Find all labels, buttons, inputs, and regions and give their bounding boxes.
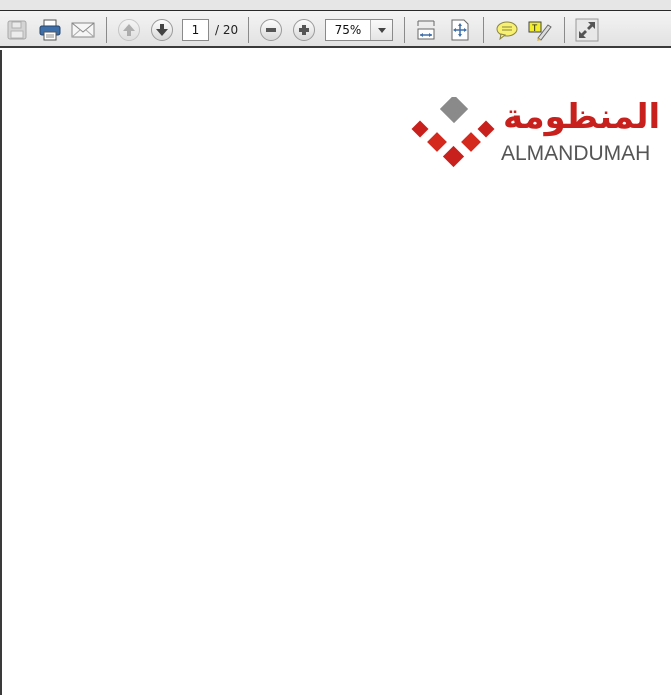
- save-button[interactable]: [4, 17, 30, 43]
- envelope-icon: [71, 21, 95, 39]
- next-page-button[interactable]: [149, 17, 175, 43]
- toolbar-separator: [483, 17, 484, 43]
- toolbar-separator: [564, 17, 565, 43]
- minus-circle-icon: [264, 23, 278, 37]
- toolbar-separator: [106, 17, 107, 43]
- arrow-up-circle-icon: [122, 23, 136, 37]
- printer-icon: [38, 18, 62, 42]
- page-total: / 20: [215, 23, 239, 37]
- fit-width-button[interactable]: [413, 17, 439, 43]
- logo-english-text: ALMANDUMAH: [501, 142, 651, 165]
- fit-width-icon: [416, 19, 436, 41]
- highlight-text-button[interactable]: [527, 17, 553, 43]
- fit-page-icon: [450, 19, 470, 41]
- zoom-dropdown-button[interactable]: [370, 20, 392, 40]
- previous-page-button[interactable]: [116, 17, 142, 43]
- zoom-level-select[interactable]: [325, 19, 393, 41]
- diamond-logo-icon: [408, 97, 500, 169]
- floppy-disk-icon: [6, 19, 28, 41]
- expand-arrows-icon: [575, 18, 599, 42]
- toolbar-separator: [248, 17, 249, 43]
- arrow-down-circle-icon: [155, 23, 169, 37]
- window-top-strip: [0, 0, 671, 11]
- logo-arabic-text: المنظومة: [503, 97, 661, 137]
- zoom-in-button[interactable]: [291, 17, 317, 43]
- fit-page-button[interactable]: [447, 17, 473, 43]
- add-comment-button[interactable]: [494, 17, 520, 43]
- zoom-level-value[interactable]: 75%: [334, 23, 362, 37]
- page-number-input[interactable]: 1: [182, 19, 209, 41]
- email-button[interactable]: [70, 17, 96, 43]
- plus-circle-icon: [297, 23, 311, 37]
- fullscreen-button[interactable]: [574, 17, 600, 43]
- svg-text:T: T: [532, 24, 538, 34]
- speech-bubble-icon: [495, 20, 519, 40]
- almandumah-logo: [408, 97, 661, 167]
- toolbar-separator: [404, 17, 405, 43]
- pdf-toolbar: [0, 11, 671, 48]
- text-highlight-pen-icon: [528, 19, 552, 41]
- chevron-down-icon: [378, 28, 386, 33]
- zoom-out-button[interactable]: [258, 17, 284, 43]
- print-button[interactable]: [37, 17, 63, 43]
